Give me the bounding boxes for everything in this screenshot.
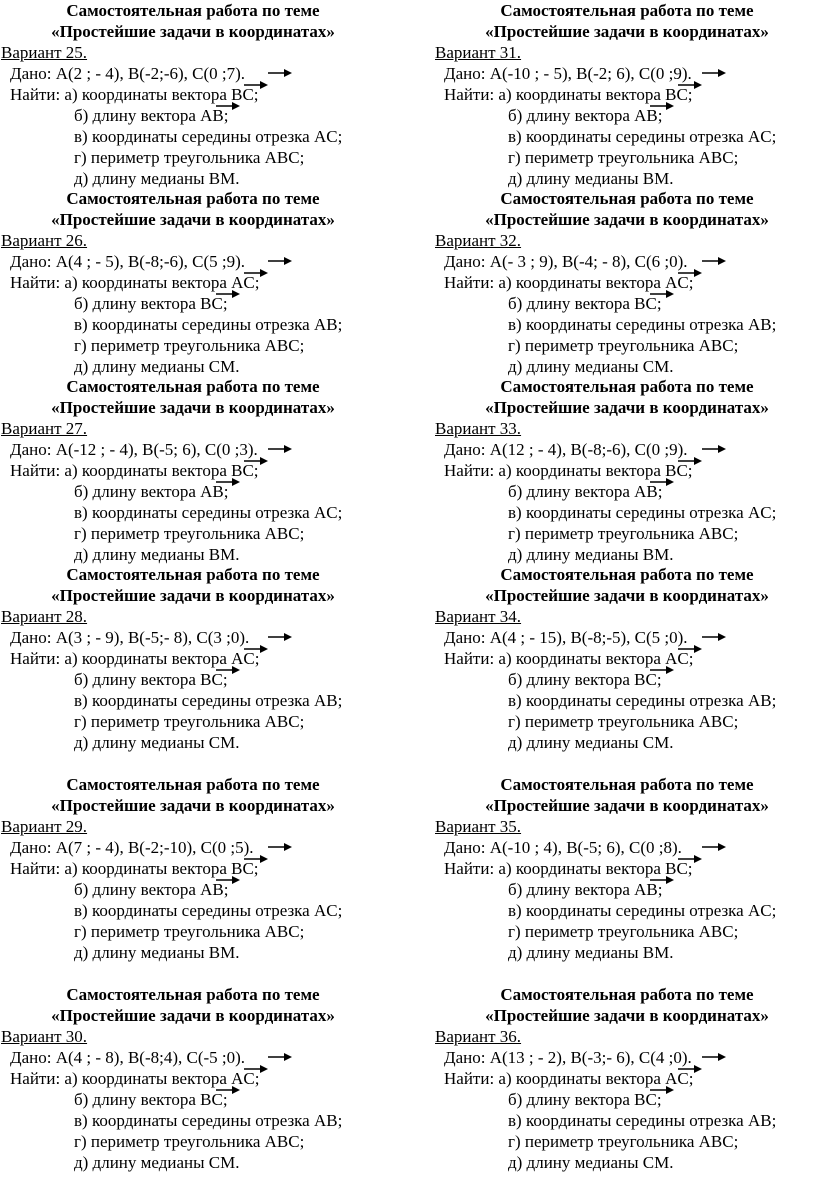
block-title-line1: Самостоятельная работа по теме <box>500 189 754 208</box>
task-b <box>434 669 816 690</box>
task-block <box>0 188 400 376</box>
find-text: Найти: а) координаты вектора BC; <box>444 85 693 104</box>
find-task-a <box>0 84 400 105</box>
block-title-line1: Самостоятельная работа по теме <box>500 775 754 794</box>
vector-arrow-icon <box>268 68 290 78</box>
task-c: в) координаты середины отрезка AB; <box>74 691 343 710</box>
task-e: д) длину медианы CM. <box>74 733 240 752</box>
task-b <box>0 481 400 502</box>
vector-arrow-icon <box>650 665 672 675</box>
task-b <box>0 293 400 314</box>
task-e: д) длину медианы BM. <box>508 169 674 188</box>
given-points <box>434 63 816 84</box>
task-b-text: б) длину вектора BC; <box>508 1090 662 1109</box>
vector-arrow-icon <box>702 632 724 642</box>
task-b <box>434 105 816 126</box>
find-task-a <box>434 1068 816 1089</box>
find-text: Найти: а) координаты вектора BC; <box>10 85 259 104</box>
variant-number: Вариант 27. <box>1 419 88 438</box>
given-text: Дано: A(13 ; - 2), B(-3;- 6), C(4 ;0). <box>444 1048 692 1067</box>
vector-arrow-icon <box>650 1085 672 1095</box>
find-text: Найти: а) координаты вектора BC; <box>10 461 259 480</box>
given-text: Дано: A(4 ; - 5), B(-8;-6), C(5 ;9). <box>10 252 246 271</box>
find-task-a <box>434 84 816 105</box>
vector-arrow-icon <box>702 68 724 78</box>
task-c: в) координаты середины отрезка AB; <box>74 315 343 334</box>
variant-number: Вариант 35. <box>435 817 522 836</box>
vector-arrow-icon <box>702 256 724 266</box>
find-task-a <box>0 272 400 293</box>
task-e: д) длину медианы BM. <box>74 545 240 564</box>
variant-number: Вариант 33. <box>435 419 522 438</box>
task-b-text: б) длину вектора BC; <box>508 294 662 313</box>
task-block <box>434 564 816 752</box>
task-b <box>0 669 400 690</box>
task-e: д) длину медианы CM. <box>508 1153 674 1172</box>
given-points <box>0 63 400 84</box>
block-title-line2: «Простейшие задачи в координатах» <box>485 1006 769 1025</box>
find-text: Найти: а) координаты вектора AC; <box>444 273 694 292</box>
task-b-text: б) длину вектора AB; <box>508 880 663 899</box>
task-block <box>0 774 400 962</box>
find-task-a <box>0 648 400 669</box>
variant-number: Вариант 36. <box>435 1027 522 1046</box>
task-d: г) периметр треугольника ABC; <box>74 524 305 543</box>
find-text: Найти: а) координаты вектора AC; <box>10 273 260 292</box>
block-title-line1: Самостоятельная работа по теме <box>66 377 320 396</box>
block-title-line2: «Простейшие задачи в координатах» <box>51 398 335 417</box>
vector-arrow-icon <box>702 1052 724 1062</box>
task-block <box>434 774 816 962</box>
find-text: Найти: а) координаты вектора AC; <box>444 649 694 668</box>
task-d: г) периметр треугольника ABC; <box>74 148 305 167</box>
find-text: Найти: а) координаты вектора AC; <box>10 649 260 668</box>
vector-arrow-icon <box>678 80 700 90</box>
task-b <box>434 481 816 502</box>
task-e: д) длину медианы CM. <box>74 1153 240 1172</box>
task-b-text: б) длину вектора AB; <box>74 106 229 125</box>
block-title-line1: Самостоятельная работа по теме <box>66 565 320 584</box>
given-points <box>434 439 816 460</box>
task-c: в) координаты середины отрезка AB; <box>508 315 777 334</box>
variant-number: Вариант 29. <box>1 817 88 836</box>
find-task-a <box>434 460 816 481</box>
vector-arrow-icon <box>268 444 290 454</box>
task-block <box>434 0 816 188</box>
task-b-text: б) длину вектора AB; <box>74 482 229 501</box>
vector-arrow-icon <box>702 842 724 852</box>
task-c: в) координаты середины отрезка AB; <box>508 1111 777 1130</box>
find-text: Найти: а) координаты вектора BC; <box>10 859 259 878</box>
task-b-text: б) длину вектора AB; <box>508 482 663 501</box>
block-title-line2: «Простейшие задачи в координатах» <box>51 1006 335 1025</box>
variant-number: Вариант 31. <box>435 43 522 62</box>
task-block <box>0 984 400 1172</box>
variant-number: Вариант 30. <box>1 1027 88 1046</box>
task-b-text: б) длину вектора BC; <box>74 294 228 313</box>
block-title-line1: Самостоятельная работа по теме <box>66 1 320 20</box>
vector-arrow-icon <box>268 1052 290 1062</box>
vector-arrow-icon <box>216 289 238 299</box>
task-block <box>0 564 400 752</box>
variant-number: Вариант 28. <box>1 607 88 626</box>
block-title-line1: Самостоятельная работа по теме <box>66 775 320 794</box>
block-title-line2: «Простейшие задачи в координатах» <box>485 796 769 815</box>
task-e: д) длину медианы BM. <box>508 943 674 962</box>
find-text: Найти: а) координаты вектора AC; <box>444 1069 694 1088</box>
task-block <box>0 376 400 564</box>
vector-arrow-icon <box>650 477 672 487</box>
given-text: Дано: A(- 3 ; 9), B(-4; - 8), C(6 ;0). <box>444 252 688 271</box>
given-points <box>0 627 400 648</box>
given-text: Дано: A(2 ; - 4), B(-2;-6), C(0 ;7). <box>10 64 246 83</box>
vector-arrow-icon <box>678 1064 700 1074</box>
given-text: Дано: A(3 ; - 9), B(-5;- 8), C(3 ;0). <box>10 628 250 647</box>
variant-number: Вариант 32. <box>435 231 522 250</box>
block-title-line2: «Простейшие задачи в координатах» <box>485 210 769 229</box>
given-text: Дано: A(4 ; - 15), B(-8;-5), C(5 ;0). <box>444 628 688 647</box>
find-task-a <box>434 648 816 669</box>
vector-arrow-icon <box>650 289 672 299</box>
given-points <box>0 837 400 858</box>
task-b <box>0 1089 400 1110</box>
block-title-line2: «Простейшие задачи в координатах» <box>51 796 335 815</box>
task-b-text: б) длину вектора BC; <box>74 1090 228 1109</box>
find-task-a <box>434 272 816 293</box>
given-points <box>0 439 400 460</box>
task-c: в) координаты середины отрезка AC; <box>74 503 343 522</box>
block-title-line2: «Простейшие задачи в координатах» <box>51 210 335 229</box>
vector-arrow-icon <box>216 477 238 487</box>
task-e: д) длину медианы CM. <box>508 357 674 376</box>
vector-arrow-icon <box>216 101 238 111</box>
find-text: Найти: а) координаты вектора AC; <box>10 1069 260 1088</box>
task-d: г) периметр треугольника ABC; <box>508 922 739 941</box>
task-d: г) периметр треугольника ABC; <box>74 712 305 731</box>
task-c: в) координаты середины отрезка AC; <box>508 503 777 522</box>
task-c: в) координаты середины отрезка AB; <box>74 1111 343 1130</box>
block-title-line2: «Простейшие задачи в координатах» <box>485 398 769 417</box>
task-c: в) координаты середины отрезка AC; <box>74 901 343 920</box>
vector-arrow-icon <box>268 256 290 266</box>
task-b-text: б) длину вектора BC; <box>508 670 662 689</box>
vector-arrow-icon <box>702 444 724 454</box>
task-d: г) периметр треугольника ABC; <box>74 336 305 355</box>
given-text: Дано: A(-10 ; 4), B(-5; 6), C(0 ;8). <box>444 838 682 857</box>
task-c: в) координаты середины отрезка AB; <box>508 691 777 710</box>
task-d: г) периметр треугольника ABC; <box>508 524 739 543</box>
vector-arrow-icon <box>678 268 700 278</box>
left-column <box>0 0 400 1172</box>
block-title-line2: «Простейшие задачи в координатах» <box>51 586 335 605</box>
vector-arrow-icon <box>244 854 266 864</box>
given-points <box>434 627 816 648</box>
vector-arrow-icon <box>678 644 700 654</box>
vector-arrow-icon <box>678 456 700 466</box>
given-points <box>0 251 400 272</box>
find-text: Найти: а) координаты вектора BC; <box>444 461 693 480</box>
vector-arrow-icon <box>244 456 266 466</box>
vector-arrow-icon <box>268 632 290 642</box>
task-e: д) длину медианы BM. <box>74 169 240 188</box>
task-b <box>434 1089 816 1110</box>
vector-arrow-icon <box>216 665 238 675</box>
task-b <box>434 879 816 900</box>
task-block <box>0 0 400 188</box>
vector-arrow-icon <box>650 101 672 111</box>
block-title-line1: Самостоятельная работа по теме <box>500 1 754 20</box>
given-points <box>0 1047 400 1068</box>
vector-arrow-icon <box>650 875 672 885</box>
vector-arrow-icon <box>244 1064 266 1074</box>
task-b-text: б) длину вектора AB; <box>508 106 663 125</box>
given-points <box>434 1047 816 1068</box>
vector-arrow-icon <box>244 80 266 90</box>
block-title-line1: Самостоятельная работа по теме <box>66 189 320 208</box>
given-points <box>434 251 816 272</box>
task-c: в) координаты середины отрезка AC; <box>74 127 343 146</box>
task-d: г) периметр треугольника ABC; <box>508 1132 739 1151</box>
task-e: д) длину медианы BM. <box>74 943 240 962</box>
find-task-a <box>434 858 816 879</box>
task-d: г) периметр треугольника ABC; <box>508 148 739 167</box>
variant-number: Вариант 25. <box>1 43 88 62</box>
find-task-a <box>0 460 400 481</box>
task-d: г) периметр треугольника ABC; <box>74 1132 305 1151</box>
block-title-line1: Самостоятельная работа по теме <box>500 565 754 584</box>
block-title-line2: «Простейшие задачи в координатах» <box>485 586 769 605</box>
task-b-text: б) длину вектора BC; <box>74 670 228 689</box>
task-b <box>0 105 400 126</box>
task-b-text: б) длину вектора AB; <box>74 880 229 899</box>
task-block <box>434 188 816 376</box>
task-b <box>0 879 400 900</box>
find-task-a <box>0 858 400 879</box>
task-c: в) координаты середины отрезка AC; <box>508 901 777 920</box>
vector-arrow-icon <box>268 842 290 852</box>
task-b <box>434 293 816 314</box>
block-title-line1: Самостоятельная работа по теме <box>500 985 754 1004</box>
vector-arrow-icon <box>678 854 700 864</box>
given-points <box>434 837 816 858</box>
task-e: д) длину медианы CM. <box>508 733 674 752</box>
task-block <box>434 376 816 564</box>
block-title-line1: Самостоятельная работа по теме <box>66 985 320 1004</box>
variant-number: Вариант 34. <box>435 607 522 626</box>
given-text: Дано: A(-12 ; - 4), B(-5; 6), C(0 ;3). <box>10 440 258 459</box>
block-title-line1: Самостоятельная работа по теме <box>500 377 754 396</box>
given-text: Дано: A(12 ; - 4), B(-8;-6), C(0 ;9). <box>444 440 688 459</box>
task-d: г) периметр треугольника ABC; <box>508 712 739 731</box>
find-task-a <box>0 1068 400 1089</box>
task-d: г) периметр треугольника ABC; <box>508 336 739 355</box>
find-text: Найти: а) координаты вектора BC; <box>444 859 693 878</box>
given-text: Дано: A(-10 ; - 5), B(-2; 6), C(0 ;9). <box>444 64 692 83</box>
vector-arrow-icon <box>216 875 238 885</box>
task-block <box>434 984 816 1172</box>
task-e: д) длину медианы CM. <box>74 357 240 376</box>
vector-arrow-icon <box>244 268 266 278</box>
task-e: д) длину медианы BM. <box>508 545 674 564</box>
task-d: г) периметр треугольника ABC; <box>74 922 305 941</box>
variant-number: Вариант 26. <box>1 231 88 250</box>
given-text: Дано: A(4 ; - 8), B(-8;4), C(-5 ;0). <box>10 1048 246 1067</box>
block-title-line2: «Простейшие задачи в координатах» <box>51 22 335 41</box>
given-text: Дано: A(7 ; - 4), B(-2;-10), C(0 ;5). <box>10 838 254 857</box>
right-column <box>434 0 816 1172</box>
block-title-line2: «Простейшие задачи в координатах» <box>485 22 769 41</box>
task-c: в) координаты середины отрезка AC; <box>508 127 777 146</box>
vector-arrow-icon <box>216 1085 238 1095</box>
vector-arrow-icon <box>244 644 266 654</box>
